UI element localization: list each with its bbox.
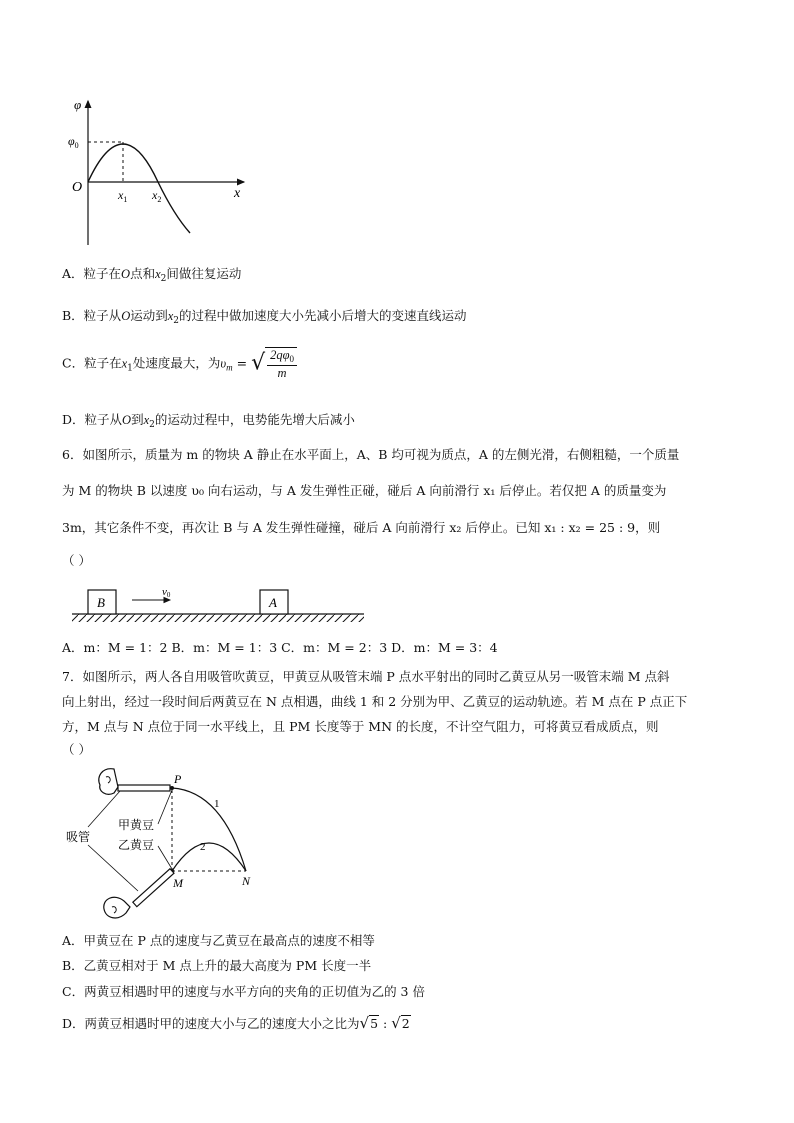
q7-stem-line3: 方，M 点与 N 点位于同一水平线上，且 PM 长度等于 MN 的长度，不计空气阻力，可将黄豆看成质点，则 [62, 719, 659, 734]
pointer-jia [158, 790, 172, 824]
phi0-label: $\varphi_0$ [68, 134, 79, 150]
q6-options: A．m：M = 1：2 B．m：M = 1：3 C．m：M = 2：3 D．m：M = 3：4 [62, 640, 498, 655]
sqrt-sign-b: √ [391, 1014, 401, 1032]
jia-label: 甲黄豆 [118, 818, 155, 832]
sqrt-sign-a: √ [359, 1014, 370, 1032]
q5-option-c: C．粒子在$x_1$处速度最大，为$\upsilon_m$ = √ $\frac{2q\varphi_0}{m}$ [62, 347, 297, 381]
x-label: x [234, 186, 241, 201]
potential-graph [62, 95, 262, 250]
sqrt-body [265, 347, 297, 381]
q7-option-d: D．两黄豆相遇时甲的速度大小与乙的速度大小之比为√5 : √2 [62, 1014, 410, 1032]
q6-paren: （ ） [62, 553, 91, 568]
x1-label: $x_1$ [118, 188, 128, 204]
blocks-figure [70, 583, 370, 625]
m-label: M [173, 876, 183, 890]
q7-paren: （ ） [62, 742, 91, 757]
trajectory-2 [172, 843, 246, 871]
upper-straw [118, 785, 170, 791]
straw-label: 吸管 [66, 830, 91, 844]
beans-figure [62, 763, 272, 923]
trajectory-1 [172, 788, 246, 871]
p-label: P [174, 772, 182, 786]
q6-stem-line2: 为 M 的物块 B 以速度 υ₀ 向右运动，与 A 发生弹性正碰，碰后 A 向前滑行 x₁ 后停止。若仅把 A 的质量变为 [62, 483, 667, 498]
potential-curve [88, 144, 190, 233]
x2-label: $x_2$ [152, 188, 162, 204]
origin-label: O [72, 180, 83, 195]
lower-face [104, 897, 130, 918]
q6-stem-line3: 3m，其它条件不变，再次让 B 与 A 发生弹性碰撞，碰后 A 向前滑行 x₂ 后停止。已知 x₁ : x₂ = 25 : 9，则 [62, 520, 661, 535]
fraction: $\frac{2q\varphi_0}{m}$ [267, 348, 297, 381]
yi-label: 乙黄豆 [118, 838, 155, 852]
curve-2-label: 2 [200, 841, 206, 853]
pointer-straw-up [88, 791, 120, 827]
q5-option-d: D．粒子从O到$x_2$的运动过程中，电势能先增大后减小 [62, 412, 355, 430]
q7-option-b: B．乙黄豆相对于 M 点上升的最大高度为 PM 长度一半 [62, 958, 372, 973]
sqrt-sign: √ [251, 350, 266, 376]
block-a-label: A [269, 595, 277, 610]
phi-label: φ [74, 97, 82, 112]
n-label: N [242, 874, 251, 888]
block-b-label: B [97, 595, 105, 610]
v0-label: v0 [162, 586, 171, 599]
upper-face [99, 769, 118, 795]
q7-option-a: A．甲黄豆在 P 点的速度与乙黄豆在最高点的速度不相等 [62, 933, 375, 948]
q7-option-c: C．两黄豆相遇时甲的速度与水平方向的夹角的正切值为乙的 3 倍 [62, 984, 425, 999]
q7-stem-line2: 向上射出，经过一段时间后两黄豆在 N 点相遇，曲线 1 和 2 分别为甲、乙黄豆的运动轨迹。若 M 点在 P 点正下 [62, 694, 688, 709]
q5-option-a: A．粒子在O点和$x_2$间做往复运动 [62, 266, 242, 284]
pointer-yi [158, 846, 172, 869]
q5-option-b: B．粒子从O运动到$x_2$的过程中做加速度大小先减小后增大的变速直线运动 [62, 308, 467, 326]
ground-hatch [72, 614, 364, 622]
q6-stem-line1: 6．如图所示，质量为 m 的物块 A 静止在水平面上，A、B 均可视为质点，A 的左侧光滑，右侧粗糙，一个质量 [62, 447, 680, 462]
q7-stem-line1: 7．如图所示，两人各自用吸管吹黄豆，甲黄豆从吸管末端 P 点水平射出的同时乙黄豆从另一吸管末端 M 点斜 [62, 669, 670, 684]
curve-1-label: 1 [214, 798, 220, 810]
lower-straw [133, 869, 174, 907]
